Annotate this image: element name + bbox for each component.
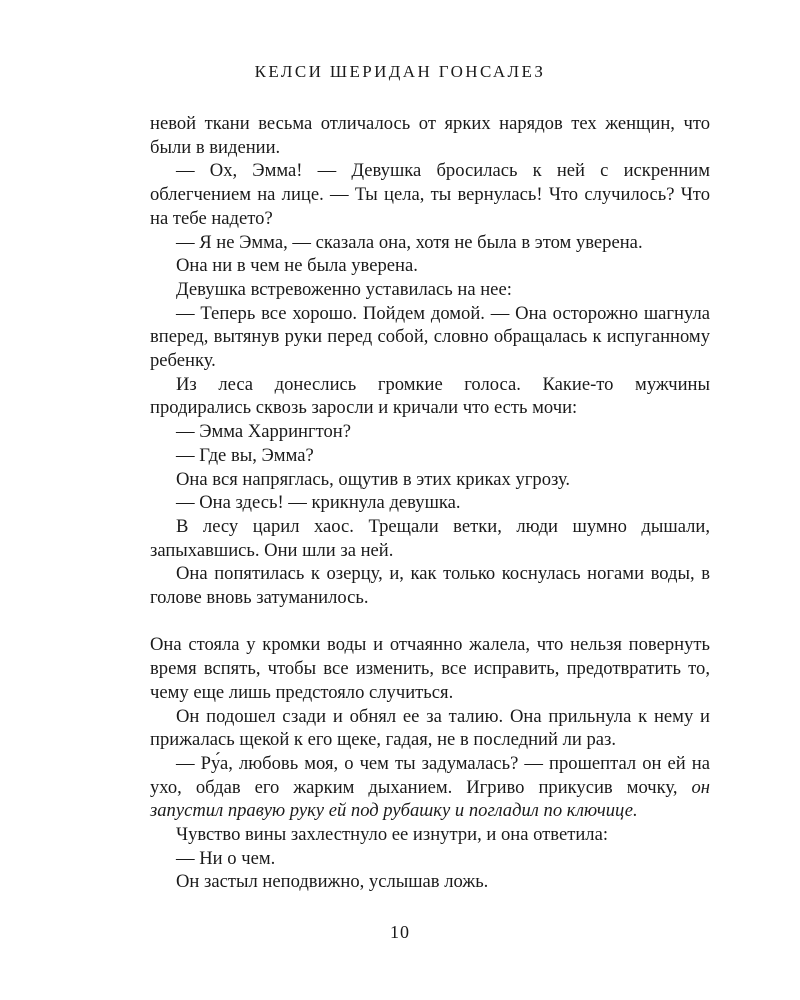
page-number: 10 bbox=[390, 922, 410, 942]
paragraph: Чувство вины захлестнуло ее изнутри, и она ответила: bbox=[176, 824, 608, 846]
paragraph: невой ткани весьма отличалось от ярких нарядов тех женщин, что были в видении. bbox=[150, 113, 710, 158]
paragraph: Из леса донеслись громкие голоса. Какие-то мужчины продирались сквозь заросли и кричали что есть мочи: bbox=[150, 373, 710, 419]
paragraph: — Ох, Эмма! — Девушка бросилась к ней с искренним облегчением на лице. — Ты цела, ты вернулась! Что случилось? Что на тебе надето? bbox=[150, 160, 710, 229]
paragraph: — Теперь все хорошо. Пойдем домой. — Она осторожно шагнула вперед, вытянув руки перед собой, словно обращалась к испуганному ребенку. bbox=[150, 302, 710, 372]
paragraph: Девушка встревоженно уставилась на нее: bbox=[176, 278, 512, 300]
paragraph: — Эмма Харрингтон? bbox=[176, 421, 352, 443]
paragraph: В лесу царил хаос. Трещали ветки, люди шумно дышали, запыхавшись. Они шли за ней. bbox=[150, 515, 710, 561]
paragraph: Он подошел сзади и обнял ее за талию. Она прильнула к нему и прижалась щекой к его щеке, гадая, не в последний ли раз. bbox=[150, 705, 710, 751]
paragraph: Он застыл неподвижно, услышав ложь. bbox=[176, 871, 489, 893]
paragraph: — Я не Эмма, — сказала она, хотя не была в этом уверена. bbox=[176, 231, 643, 253]
running-head: КЕЛСИ ШЕРИДАН ГОНСАЛЕЗ bbox=[254, 62, 546, 81]
paragraph: Она вся напряглась, ощутив в этих криках угрозу. bbox=[176, 468, 571, 490]
paragraph: — Где вы, Эмма? bbox=[176, 444, 314, 466]
body-text bbox=[150, 112, 710, 894]
paragraph: — Она здесь! — крикнула девушка. bbox=[176, 492, 461, 514]
paragraph: Она попятилась к озерцу, и, как только коснулась ногами воды, в голове вновь затуманилось. bbox=[150, 563, 710, 609]
paragraph-text: — Ру́а, любовь моя, о чем ты задумалась? — прошептал он ей на ухо, обдав его жарким дыханием. Игриво прикусив мочку, bbox=[150, 752, 710, 798]
paragraph bbox=[150, 752, 710, 823]
paragraph: — Ни о чем. bbox=[176, 847, 276, 869]
section-start-paragraph: Она стояла у кромки воды и отчаянно жалела, что нельзя повернуть время вспять, чтобы все изменить, все исправить, предотвратить то, чему еще лишь предстояло случиться. bbox=[150, 634, 710, 703]
italic-text: он запустил правую руку ей под рубашку и погладил по ключице. bbox=[150, 776, 710, 822]
paragraph: Она ни в чем не была уверена. bbox=[176, 255, 418, 277]
